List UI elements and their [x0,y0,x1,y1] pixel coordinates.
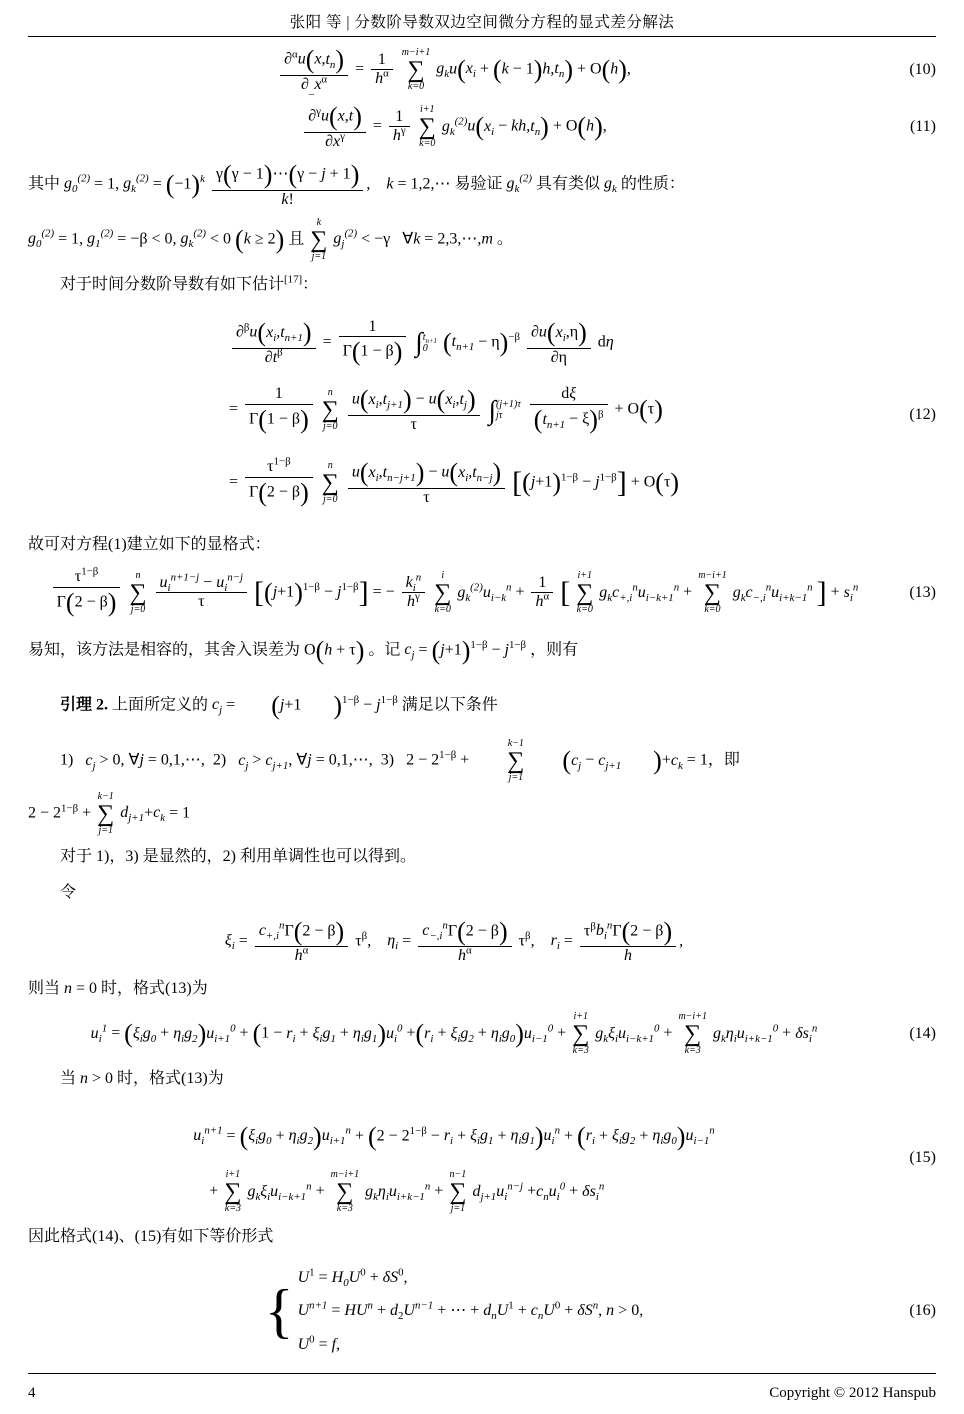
cond-3-label: 3) [380,751,395,769]
lemma-text-a: 上面所定义的 [112,696,209,714]
equation-10 [28,45,936,97]
equation-10-body: $\frac{\partial^\alpha u(x,t_n)}{\partial_{\_}x^\alpha}$ = $\frac{1}{h^\alpha}$ m−i+1 ∑ k=0 $g_ku(x_i + (k - 1)h,t_n) + O(h)$, [28,45,880,94]
g2-intro-a: 其中 [28,174,61,192]
n-zero-a: 则当 [28,979,61,997]
lemma-2: 引理 2. 上面所定义的 $c_j = (j+1$ )$^{1-\beta} - j^{1-\beta}$ 满足以下条件 [60,690,498,720]
equation-11 [28,102,936,151]
lemma-conditions: 1) $c_j > 0$, ∀j = 0,1,⋯, 2) $c_j > c_{j+1}$, ∀j = 0,1,⋯, 3) $2 - 2^{1-\beta}$ + k−1 ∑ j=1 ($c_j - c_{j+1}$ )$+c_k = 1$，即 [60,738,740,784]
equation-13 [28,565,936,617]
consistency-paragraph: 易知，该方法是相容的，其舍入误差为 O(h + τ) 。记 $c_j = (j+1)^{1-\beta} - j^{1-\beta}$ ，则有 [28,635,579,665]
running-title: 张阳 等 | 分数阶导数双边空间微分方程的显式差分解法 [289,14,675,31]
page-footer [0,1385,964,1402]
equation-10-number: (10) [909,60,936,78]
g2-props-and: 且 [288,230,305,248]
g2-intro-b: , [366,174,371,192]
g2-props-end: 。 [496,230,513,248]
cond-ji: ，即 [707,751,740,769]
equation-13-body: $\frac{\tau^{1-\beta}}{\Gamma(2 - \beta)}$ n ∑ j=0 $\frac{u_i^{n+1-j} - u_i^{n-j}}{\tau}$ $[(j+1)^{1-\beta} - j^{1-\beta}]$ = − $\frac{k_i^n}{h^\gamma}$ i ∑ k=0 $g_k^{(2)}u_{i-k}^n$ + $\frac{1}{h^\alpha}$ [ i+1 ∑ k=0 $g_kc_{+,i}^nu_{i-k+1}^n$ + m−i+1 ∑ k=0 $g_kc_{-,i}^nu_{i+k-1}^n$ ] + $s_i^n$ [28,568,880,617]
n-pos-a: 当 [60,1070,77,1088]
lemma-label: 引理 2. [60,696,109,714]
equation-15-number: (15) [909,1149,936,1167]
g2-properties-line: $g_0^{(2)} = 1$, $g_1^{(2)} = -\beta < 0$, $g_k^{(2)} < 0$ (k ≥ 2) 且 k ∑ j=1 $g_j^{(2)} < -\gamma$ ∀k = 2,3,⋯,m 。 [28,216,513,262]
equation-14-number: (14) [909,1025,936,1043]
n-pos-b: 时，格式(13)为 [117,1070,224,1088]
reference-17: [17] [284,274,303,287]
equation-16-number: (16) [909,1301,936,1319]
equation-13-number: (13) [909,583,936,601]
let-word: 令 [60,884,77,902]
definitions-xi-eta-r [28,917,936,966]
time-fractional-intro [28,270,936,300]
n-zero-line: 则当 n = 0 时，格式(13)为 [28,979,208,997]
n-positive-line: 当 n > 0 时，格式(13)为 [60,1070,224,1088]
footer-rule [28,1373,936,1374]
equation-11-body: $\frac{\partial^\gamma u(x,t)}{\partial x^\gamma}$ = $\frac{1}{h^\gamma}$ i+1 ∑ k=0 $g_k^{(2)}u(x_i - kh,t_n) + O(h)$, [28,102,880,151]
scheme-intro: 故可对方程(1)建立如下的显格式： [28,535,271,553]
equation-15 [28,1103,936,1215]
page-number: 4 [28,1385,36,1401]
obvious-note: 对于 1)，3) 是显然的，2) 利用单调性也可以得到。 [60,847,416,865]
lemma-conditions-expanded: $2 - 2^{1-\beta}$ + k−1 ∑ j=1 $d_{j+1}+c_k = 1$ [28,790,191,836]
consistency-a: 易知，该方法是相容的，其舍入误差为 [28,640,301,658]
lemma-text-b: 满足以下条件 [401,696,498,714]
consistency-c: ，则有 [530,640,579,658]
g2-definition-paragraph: 其中 $g_0^{(2)} = 1$, $g_k^{(2)} = (-1)^k$ $\frac{\gamma(\gamma - 1)\cdots(\gamma - j + 1)}{k!}$ , k = 1,2,⋯ 易验证 $g_k^{(2)}$ 具有类似 $g_k$ 的性质： [28,159,685,208]
equation-14-body: $u_i^1 = (\xi_ig_0 + \eta_ig_2)u_{i+1}^0 + (1 - r_i + \xi_ig_1 + \eta_ig_1)u_i^0 +(r_i + \xi_ig_2 + \eta_ig_0)u_{i-1}^0$ + i+1 ∑ k=3 $g_k\xi_iu_{i-k+1}^0$ + m−i+1 ∑ k=3 $g_k\eta_iu_{i+k-1}^0 + \delta s_i^n$ [90,1011,818,1057]
equation-12-number: (12) [909,406,936,424]
equation-16 [28,1261,936,1362]
cond-2-label: 2) [212,751,227,769]
equation-12-body: $\frac{\partial^\beta u(x_i,t_{n+1})}{\partial t^\beta}$ = $\frac{1}{\Gamma(1 - \beta)}$ ∫ $t_{n+1}$ 0 $(t_{n+1} - \eta)^{-\beta}$ $\frac{\partial u(x_i,\eta)}{\partial\eta}$ dη = $\frac{1}{\Gamma(1 - \beta)}$ n ∑ j=0 $\frac{u(x_i,t_{j+1}) - u(x_i,t_j)}{\tau}$ ∫ (j+1)τ jτ $\frac{d\xi}{(t_{n+1} - \xi)^\beta}$ + O(τ) = $\frac{\tau^{1-\beta}}{\Gamma(2 - \beta)}$ n ∑ j=0 $\frac{u(x_i,t_{n-j+1}) - u(x_i,t_{n-j})}{\tau}$ $[(j+1)^{1-\beta} - j^{1-\beta}] + O(\tau)$ [228,317,680,507]
equation-15-body: $u_i^{n+1} = (\xi_ig_0 + \eta_ig_2)u_{i+1}^n + (2 - 2^{1-\beta} - r_i + \xi_ig_1 + \eta_ig_1)u_i^n + (r_i + \xi_ig_2 + \eta_ig_0)u_{i-1}^n$ + i+1 ∑ k=3 $g_k\xi_iu_{i-k+1}^n$ + m−i+1 ∑ k=3 $g_k\eta_iu_{i+k-1}^n$ + n−1 ∑ j=1 $d_{j+1}u_i^{n-j} +c_nu_i^0 + \delta s_i^n$ [193,1121,715,1215]
running-header [28,0,936,37]
equivalent-forms-intro: 因此格式(14)、(15)有如下等价形式 [28,1228,274,1246]
g2-intro-d: 具有类似 [536,174,601,192]
definitions-body: $\xi_i$ = $\frac{c_{+,i}^n\Gamma(2 - \beta)}{h^\alpha}$ $\tau^\beta$, $\eta_i$ = $\frac{c_{-,i}^n\Gamma(2 - \beta)}{h^\alpha}$ $\tau^\beta$, $r_i$ = $\frac{\tau^\beta b_i^n\Gamma(2 - \beta)}{h}$ , [224,916,684,965]
g2-intro-c: 易验证 [454,174,503,192]
header-rule [28,36,936,37]
equation-12 [28,309,936,522]
g2-intro-e: 的性质： [620,174,685,192]
consistency-b: 。记 [368,640,401,658]
equation-11-number: (11) [909,117,936,135]
cond-1-label: 1) [60,751,74,769]
equation-14 [28,1012,936,1056]
n-zero-b: 时，格式(13)为 [101,979,208,997]
time-frac-colon: ： [302,276,319,294]
copyright-notice: Copyright © 2012 Hanspub [769,1385,936,1401]
equation-16-body: { $U^1 = H_0U^0 + \delta S^0$, $U^{n+1} = HU^n + d_2U^{n-1}$ + ⋯ + $d_nU^1 + c_nU^0 + \delta S^n$, n > 0, $U^0 = f$, [264,1266,644,1353]
time-frac-intro-text: 对于时间分数阶导数有如下估计 [60,276,285,294]
